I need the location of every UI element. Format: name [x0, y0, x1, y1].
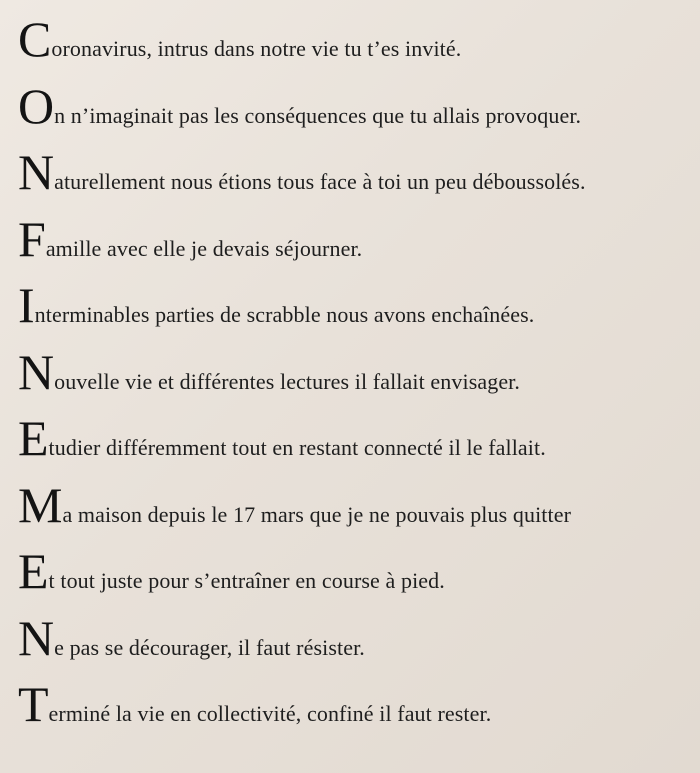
line-text: a maison depuis le 17 mars que je ne pouvais plus quitter	[62, 501, 572, 527]
poem-line	[18, 277, 690, 347]
line-text: ouvelle vie et différentes lectures il fallait envisager.	[54, 368, 520, 394]
line-initial: N	[18, 609, 55, 666]
acrostic-poem	[18, 11, 690, 746]
line-initial: O	[18, 77, 55, 134]
poem-line	[18, 11, 690, 81]
line-text: aturellement nous étions tous face à toi un peu déboussolés.	[54, 169, 586, 194]
line-initial: I	[18, 277, 35, 333]
line-initial: M	[18, 476, 63, 533]
line-text: tudier différemment tout en restant connecté il le fallait.	[48, 435, 546, 460]
poem-line	[18, 410, 690, 480]
poem-line	[18, 343, 690, 414]
poem-line	[18, 210, 690, 281]
line-text: oronavirus, intrus dans notre vie tu t’es invité.	[51, 36, 462, 61]
line-text: n n’imaginait pas les conséquences que tu allais provoquer.	[54, 102, 582, 128]
line-text: t tout juste pour s’entraîner en course à pied.	[48, 568, 445, 593]
line-initial: E	[18, 410, 49, 466]
poem-line	[18, 144, 690, 214]
line-text: e pas se décourager, il faut résister.	[54, 634, 365, 660]
poem-line	[18, 676, 690, 746]
line-initial: N	[18, 144, 55, 200]
line-initial: T	[18, 676, 49, 732]
line-initial: N	[18, 343, 55, 400]
poem-line	[18, 543, 690, 613]
poem-line	[18, 77, 690, 148]
line-initial: C	[18, 11, 52, 67]
line-text: nterminables parties de scrabble nous avons enchaînées.	[34, 302, 535, 327]
line-initial: F	[18, 210, 46, 267]
line-text: amille avec elle je devais séjourner.	[45, 235, 363, 261]
poem-line	[18, 476, 690, 547]
line-text: erminé la vie en collectivité, confiné il faut rester.	[48, 701, 492, 726]
poem-line	[18, 609, 690, 680]
line-initial: E	[18, 543, 49, 599]
